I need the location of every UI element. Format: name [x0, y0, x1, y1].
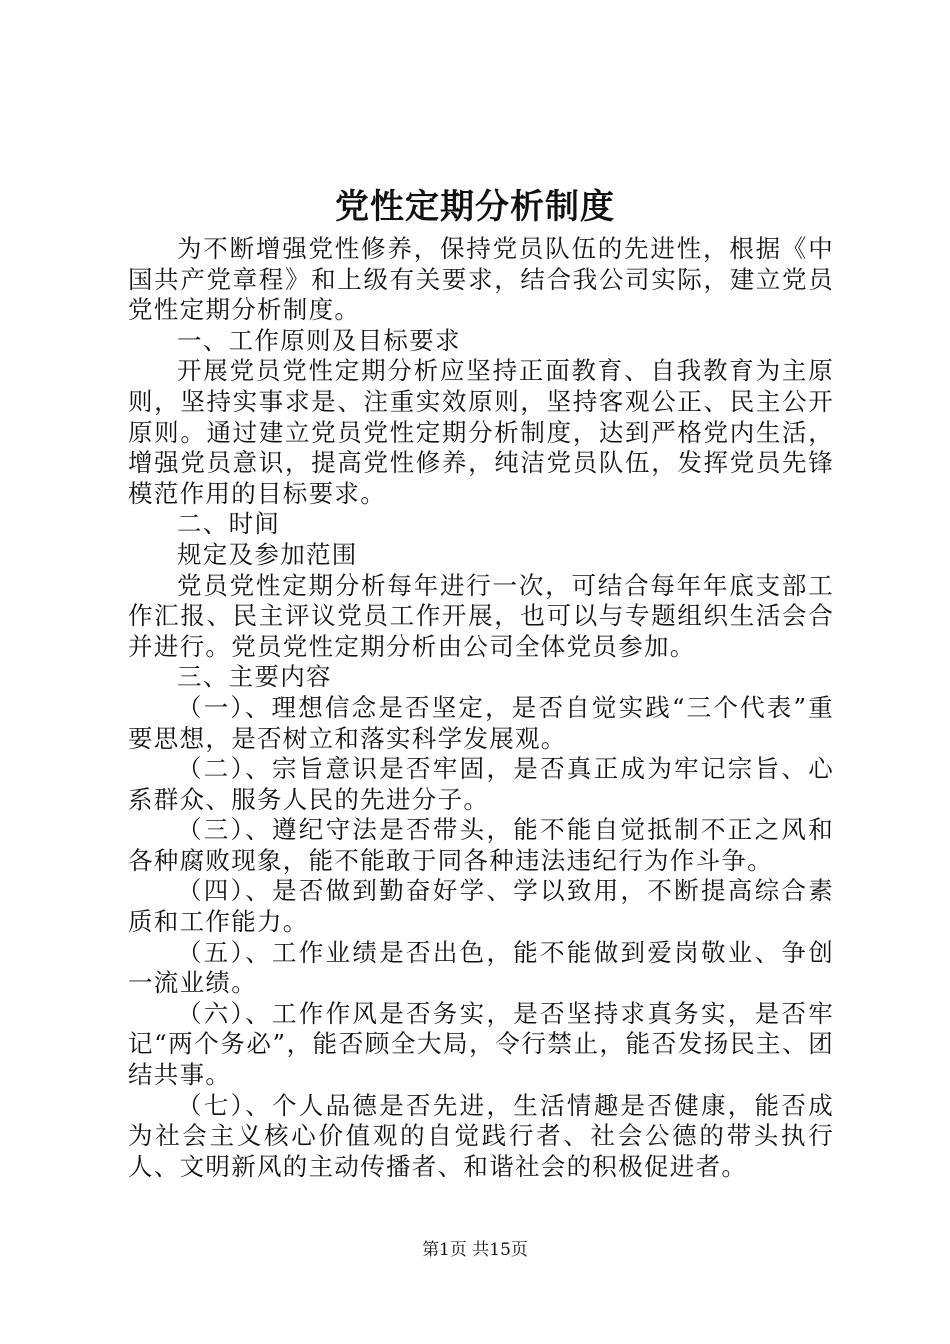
paragraph-schedule: 党员党性定期分析每年进行一次，可结合每年年底支部工作汇报、民主评议党员工作开展，也可以与专题组织生活会合并进行。党员党性定期分析由公司全体党员参加。 — [128, 570, 834, 661]
list-item-3: （三）、遵纪守法是否带头，能不能自觉抵制不正之风和各种腐败现象，能不能敢于同各种违法违纪行为作斗争。 — [128, 815, 834, 875]
paragraph-intro: 为不断增强党性修养，保持党员队伍的先进性，根据《中国共产党章程》和上级有关要求，结合我公司实际，建立党员党性定期分析制度。 — [128, 234, 834, 325]
list-item-1: （一）、理想信念是否坚定，是否自觉实践“三个代表”重要思想，是否树立和落实科学发展观。 — [128, 692, 834, 753]
paragraph-principles: 开展党员党性定期分析应坚持正面教育、自我教育为主原则，坚持实事求是、注重实效原则，坚持客观公正、民主公开原则。通过建立党员党性定期分析制度，达到严格党内生活，增强党员意识，提高党性修养，纯洁党员队伍，发挥党员先锋模范作用的目标要求。 — [128, 356, 834, 508]
list-item-6: （六）、工作作风是否务实，是否坚持求真务实，是否牢记“两个务必”，能否顾全大局，令行禁止，能否发扬民主、团结共事。 — [128, 998, 834, 1090]
heading-section-2: 二、时间 — [177, 509, 281, 539]
list-item-4: （四）、是否做到勤奋好学、学以致用，不断提高综合素质和工作能力。 — [128, 876, 834, 937]
list-item-7: （七）、个人品德是否先进，生活情趣是否健康，能否成为社会主义核心价值观的自觉践行者、社会公德的带头执行人、文明新风的主动传播者、和谐社会的积极促进者。 — [128, 1090, 834, 1181]
document-body — [128, 234, 834, 1182]
list-item-2: （二）、宗旨意识是否牢固，是否真正成为牢记宗旨、心系群众、服务人民的先进分子。 — [128, 754, 834, 814]
heading-section-2-continued: 规定及参加范围 — [177, 539, 358, 569]
heading-section-1: 一、工作原则及目标要求 — [177, 325, 461, 355]
heading-section-3: 三、主要内容 — [177, 662, 332, 692]
document-title: 党性定期分析制度 — [335, 187, 615, 227]
page-number: 第1页 共15页 — [422, 1240, 528, 1260]
list-item-5: （五）、工作业绩是否出色，能不能做到爱岗敬业、争创一流业绩。 — [128, 937, 834, 998]
